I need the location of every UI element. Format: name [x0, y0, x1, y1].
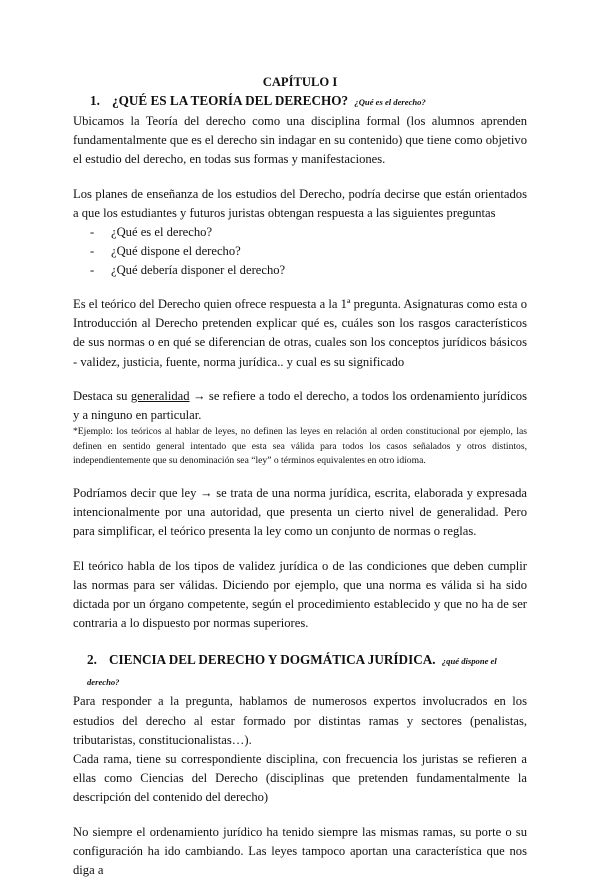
section-1-heading	[73, 91, 527, 112]
section-2-aside: ¿qué dispone el derecho?	[87, 656, 497, 688]
chapter-title: CAPÍTULO I	[262, 75, 338, 89]
generality-lead: Destaca su	[73, 388, 131, 403]
arrow-icon: →	[192, 388, 206, 403]
generality-rest: se refiere a todo el derecho, a todos los ordenamiento jurídicos y a ninguno en particular.	[73, 388, 527, 423]
paragraph-law-definition	[73, 484, 527, 542]
questions-list	[73, 223, 527, 280]
bullet-dash: -	[90, 244, 95, 259]
paragraph-study-plans: Los planes de enseñanza de los estudios del Derecho, podría decirse que están orientados a que los estudiantes y futuros juristas obtengan respuesta a las siguientes preguntas	[73, 186, 527, 220]
paragraph-intro: Ubicamos la Teoría del derecho como una disciplina formal (los alumnos aprenden fundamentalmente que es el derecho sin indagar en su contenido) que tiene como objetivo el estudio del derecho, en todas sus formas y manifestaciones.	[73, 114, 527, 167]
list-item-text: ¿Qué dispone el derecho?	[111, 244, 241, 259]
section-1-title: ¿QUÉ ES LA TEORÍA DEL DERECHO?	[112, 93, 349, 108]
section-2-title: CIENCIA DEL DERECHO Y DOGMÁTICA JURÍDICA.	[109, 652, 436, 668]
paragraph-theorist: Es el teórico del Derecho quien ofrece respuesta a la 1ª pregunta. Asignaturas como esta o Introducción al Derecho pretenden explicar qué es, cuáles son los rasgos característicos de sus normas o en qué se diferencian de otras, cuales son los conceptos jurídicos básicos - validez, justicia, fuente, norma jurídica.. y cual es su significado	[73, 297, 527, 369]
law-lead: Podríamos decir que ley	[73, 486, 201, 501]
law-rest: se trata de una norma jurídica, escrita, elaborada y expresada intencionalmente por una autoridad, que presenta un cierto nivel de generalidad. Pero para simplificar, el teórico presenta la ley como un conjunto de normas o reglas.	[73, 486, 528, 539]
list-item	[90, 223, 527, 242]
page-content	[73, 73, 527, 880]
paragraph-experts: Para responder a la pregunta, hablamos de numerosos expertos involucrados en los estudios del derecho al estar formado por distintas ramas y sectores (penalistas, tributaristas, constitucionalistas…).	[73, 694, 527, 747]
section-1-aside: ¿Qué es el derecho?	[354, 97, 426, 107]
bullet-dash: -	[90, 225, 95, 240]
section-2-number: 2.	[87, 652, 97, 668]
section-2-heading	[73, 650, 527, 692]
example-note: *Ejemplo: los teóricos al hablar de leyes, no definen las leyes en relación al orden constitucional por ejemplo, las definen en sentido general intentado que esta sea válida para todos los casos señalados y otros distintos, independientemente que su denominación sea “ley” o términos equivalentes en otro idioma.	[73, 426, 527, 467]
list-item-text: ¿Qué es el derecho?	[111, 225, 213, 240]
arrow-icon: →	[200, 486, 213, 501]
list-item	[90, 261, 527, 280]
list-item	[90, 242, 527, 261]
list-item-text: ¿Qué debería disponer el derecho?	[111, 263, 286, 278]
paragraph-generality	[73, 387, 527, 425]
paragraph-legal-order: No siempre el ordenamiento jurídico ha tenido siempre las mismas ramas, su porte o su configuración ha ido cambiando. Las leyes tampoco aportan una característica que nos diga a	[73, 824, 527, 878]
section-1-number: 1.	[90, 93, 100, 108]
bullet-dash: -	[90, 263, 95, 278]
paragraph-validity: El teórico habla de los tipos de validez jurídica o de las condiciones que deben cumplir las normas para ser válidas. Diciendo por ejemplo, que una norma es válida si ha sido dictada por un órgano competente, según el procedimiento establecido y que no ha de ser contraria a lo dispuesto por normas superiores.	[73, 558, 527, 631]
paragraph-branches: Cada rama, tiene su correspondiente disciplina, con frecuencia los juristas se refieren a ellas como Ciencias del Derecho (disciplinas que pretenden fundamentalmente la descripción del contenido del derecho)	[73, 752, 527, 805]
generality-term: generalidad	[130, 388, 190, 403]
